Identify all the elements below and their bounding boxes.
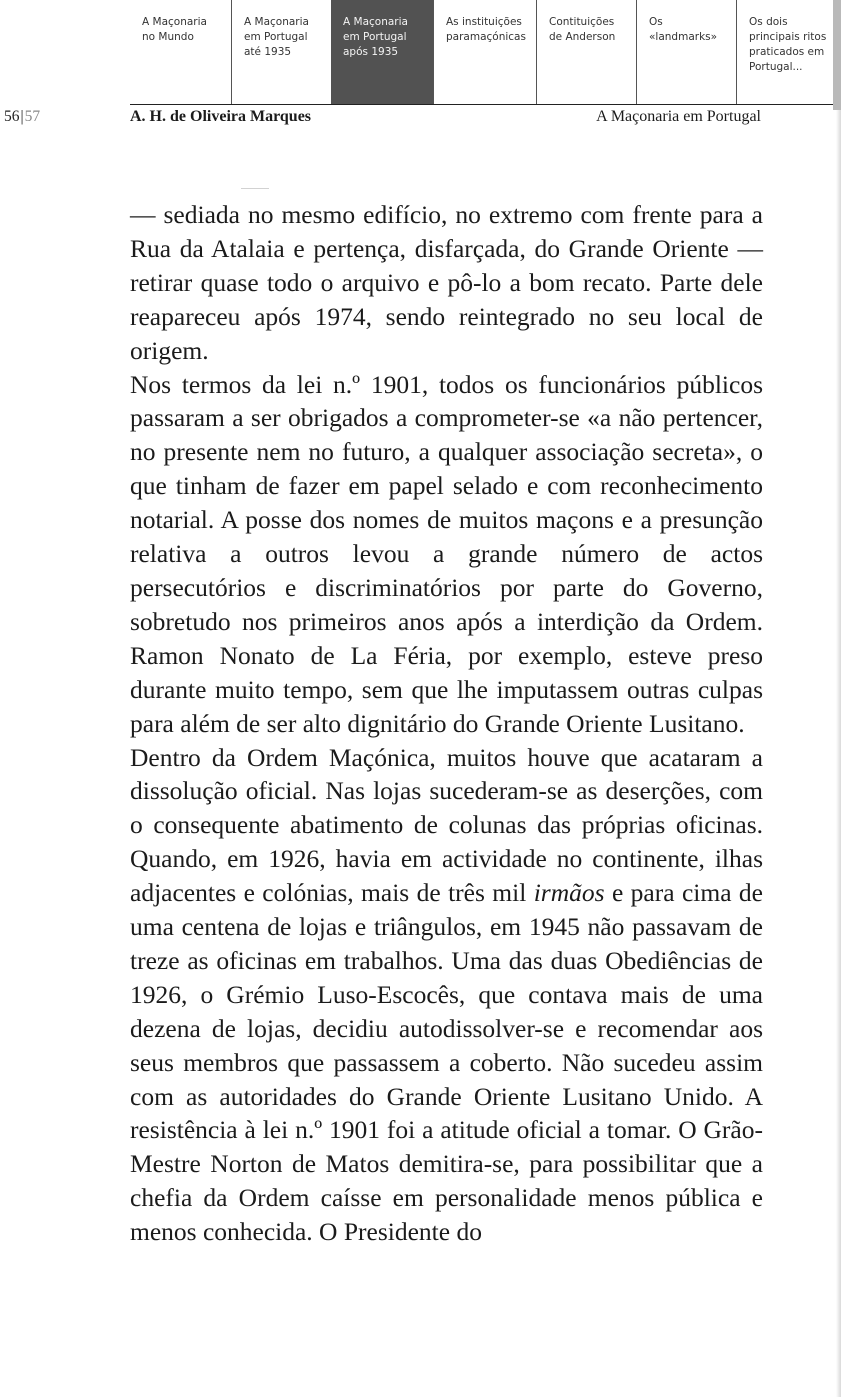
page-numbers [4,108,40,126]
running-header-author: A. H. de Oliveira Marques [130,108,312,125]
tab-instituicoes-paramaconicas[interactable]: As instituições paramaçónicas [433,0,536,104]
scan-mark [241,188,269,189]
page-number-next: 57 [24,108,41,125]
tab-landmarks[interactable]: Os «landmarks» [636,0,736,104]
tabs-edge-strip [833,0,841,110]
tab-maconaria-portugal-apos-1935[interactable]: A Maçonaria em Portugal após 1935 [331,0,433,104]
page-number-current: 56 [4,108,20,125]
tab-maconaria-no-mundo[interactable]: A Maçonaria no Mundo [142,16,207,43]
italic-term: irmãos [533,878,605,908]
paragraph-3 [130,741,763,1250]
tab-constituicoes-anderson[interactable]: Contituições de Anderson [536,0,636,104]
body-text [130,198,763,1249]
tab-maconaria-portugal-ate-1935[interactable]: A Maçonaria em Portugal até 1935 [231,0,331,104]
tab-dois-principais-ritos[interactable]: Os dois principais ritos praticados em Portugal... [736,0,833,104]
paragraph-1: — sediada no mesmo edifício, no extremo com frente para a Rua da Atalaia e pertença, disfarçada, do Grande Oriente — retirar quase todo o arquivo e pô-lo a bom recato. Parte dele reapareceu após 1974, sendo reintegrado no seu local de origem. [130,200,763,365]
paragraph-3-text-b: e para cima de uma centena de lojas e triângulos, em 1945 não passavam de treze as oficinas em trabalhos. Uma das duas Obediências de 1926, o Grémio Luso-Escocês, que contava mais de uma dezena de lojas, decidiu autodissolver-se e recomendar aos seus membros que passassem a coberto. Não sucedeu assim com as autoridades do Grande Oriente Lusitano Unido. A resistência à lei n.º 1901 foi a atitude oficial a tomar. O Grão-Mestre Norton de Matos demitira-se, para possibilitar que a chefia da Ordem caísse em personalidade menos pública e menos conhecida. O Presidente do [130,878,763,1247]
chapter-tabs [130,0,833,105]
page-number-separator: | [20,108,24,125]
paragraph-2: Nos termos da lei n.º 1901, todos os funcionários públicos passaram a ser obrigados a comprometer-se «a não pertencer, no presente nem no futuro, a qualquer associação secreta», o que tinham de fazer em papel selado e com reconhecimento notarial. A posse dos nomes de muitos maçons e a presunção relativa a outros levou a grande número de actos persecutórios e discriminatórios por parte do Governo, sobretudo nos primeiros anos após a interdição da Ordem. Ramon Nonato de La Féria, por exemplo, esteve preso durante muito tempo, sem que lhe imputassem outras culpas para além de ser alto dignitário do Grande Oriente Lusitano. [130,369,763,738]
page-edge-shadow [836,110,841,1397]
running-header-title: A Maçonaria em Portugal [596,108,761,125]
paragraph-3-text-a: Dentro da Ordem Maçónica, muitos houve que acataram a dissolução oficial. Nas lojas sucederam-se as deserções, com o consequente abatimento de colunas das próprias oficinas. Quando, em 1926, havia em actividade no continente, ilhas adjacentes e colónias, mais de três mil [130,742,763,908]
